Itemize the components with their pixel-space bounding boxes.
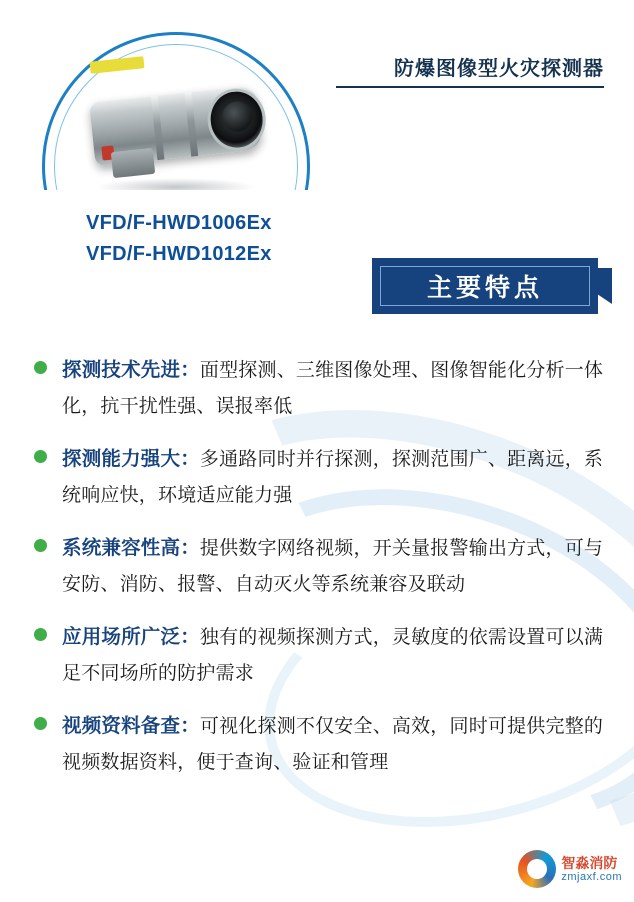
bullet-icon bbox=[34, 539, 47, 552]
list-item bbox=[30, 530, 610, 603]
list-item bbox=[30, 441, 610, 514]
feature-list bbox=[30, 352, 610, 797]
feature-description: 多通路同时并行探测，探测范围广、距离远，系统响应快，环境适应能力强 bbox=[62, 449, 604, 506]
feature-text bbox=[62, 352, 610, 425]
logo-icon bbox=[518, 850, 556, 888]
feature-text bbox=[62, 441, 610, 514]
feature-text bbox=[62, 708, 610, 781]
list-item bbox=[30, 619, 610, 692]
bullet-icon bbox=[34, 450, 47, 463]
logo-name-en: zmjaxf.com bbox=[561, 870, 622, 883]
logo-text bbox=[561, 855, 622, 884]
feature-description: 面型探测、三维图像处理、图像智能化分析一体化，抗干扰性强、误报率低 bbox=[62, 360, 604, 417]
camera-band-b bbox=[185, 92, 199, 156]
list-item bbox=[30, 352, 610, 425]
camera-lens-icon bbox=[205, 86, 269, 154]
feature-text bbox=[62, 530, 610, 603]
bullet-icon bbox=[34, 361, 47, 374]
brand-logo bbox=[518, 850, 622, 888]
feature-term: 系统兼容性高： bbox=[62, 537, 200, 559]
feature-description: 可视化探测不仅安全、高效，同时可提供完整的视频数据资料，便于查询、验证和管理 bbox=[62, 716, 604, 773]
header-section bbox=[0, 0, 634, 340]
feature-term: 探测能力强大： bbox=[62, 448, 200, 470]
feature-term: 探测技术先进： bbox=[62, 359, 200, 381]
feature-description: 提供数字网络视频，开关量报警输出方式，可与安防、消防、报警、自动灭火等系统兼容及联动 bbox=[62, 538, 604, 595]
section-banner bbox=[372, 258, 598, 314]
feature-term: 应用场所广泛： bbox=[62, 626, 200, 648]
product-model-numbers bbox=[86, 208, 272, 270]
product-model-line-2: VFD/F-HWD1012Ex bbox=[86, 243, 272, 265]
list-item bbox=[30, 708, 610, 781]
title-underline bbox=[336, 86, 604, 88]
feature-term: 视频资料备查： bbox=[62, 715, 200, 737]
section-banner-tail bbox=[596, 268, 612, 304]
bullet-icon bbox=[34, 628, 47, 641]
feature-description: 独有的视频探测方式，灵敏度的依需设置可以满足不同场所的防护需求 bbox=[62, 627, 604, 684]
bullet-icon bbox=[34, 717, 47, 730]
feature-text bbox=[62, 619, 610, 692]
page-title: 防爆图像型火灾探测器 bbox=[394, 58, 604, 80]
logo-name-cn: 智淼消防 bbox=[561, 854, 618, 871]
section-heading: 主要特点 bbox=[380, 266, 590, 306]
product-model-line-1: VFD/F-HWD1006Ex bbox=[86, 212, 272, 234]
camera-mount-bracket bbox=[111, 148, 155, 178]
